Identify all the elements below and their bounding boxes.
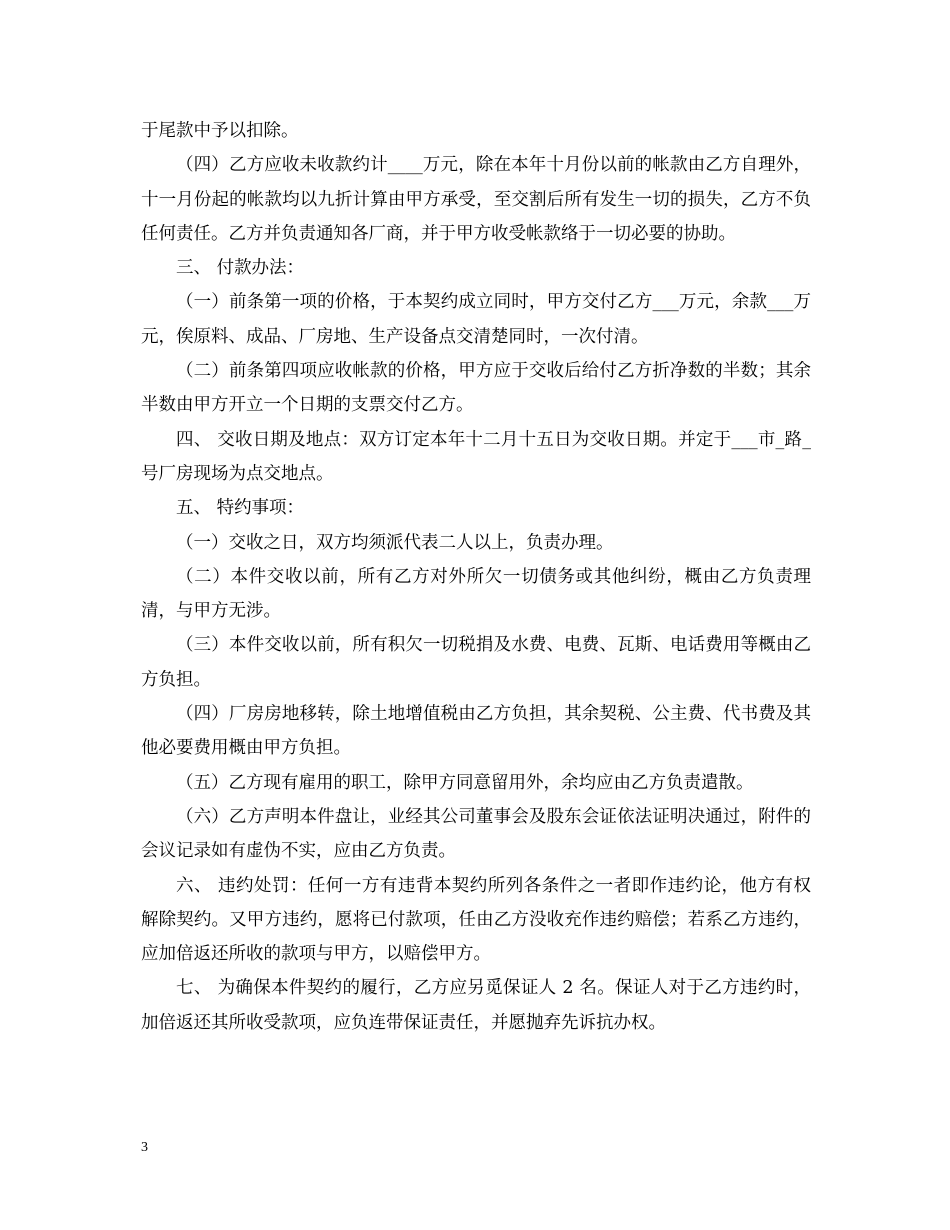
section-heading-4: 四、 交收日期及地点：双方订定本年十二月十五日为交收日期。并定于___市_路_号厂房现场为点交地点。 [141, 429, 811, 484]
section-heading-5: 五、 特约事项： [176, 498, 305, 519]
paragraph-continuation: 于尾款中予以扣除。 [141, 121, 299, 141]
paragraph-clause-2-4: （四）乙方应收未收款约计____万元，除在本年十月份以前的帐款由乙方自理外，十一月份起的帐款均以九折计算由甲方承受，至交割后所有发生一切的损失，乙方不负任何责任。乙方并负责通知各厂商，并于甲方收受帐款络于一切必要的协助。 [141, 155, 811, 244]
paragraph-clause-5-3: （三）本件交收以前，所有积欠一切税捐及水费、电费、瓦斯、电话费用等概由乙方负担。 [141, 635, 811, 690]
paragraph-clause-3-2: （二）前条第四项应收帐款的价格，甲方应于交收后给付乙方折净数的半数；其余半数由甲方开立一个日期的支票交付乙方。 [141, 361, 811, 416]
paragraph-clause-5-6: （六）乙方声明本件盘让，业经其公司董事会及股东会证依法证明决通过，附件的会议记录如有虚伪不实，应由乙方负责。 [141, 806, 811, 862]
paragraph-clause-5-5: （五）乙方现有雇用的职工，除甲方同意留用外，余均应由乙方负责遣散。 [176, 772, 754, 793]
paragraph-clause-3-1: （一）前条第一项的价格，于本契约成立同时，甲方交付乙方___万元，余款___万元，俟原料、成品、厂房地、生产设备点交清楚同时，一次付清。 [141, 292, 811, 347]
paragraph-clause-5-1: （一）交收之日，双方均须派代表二人以上，负责办理。 [176, 532, 614, 553]
page-number: 3 [141, 1140, 148, 1155]
document-body [141, 114, 811, 1040]
section-heading-3: 三、 付款办法： [176, 258, 305, 279]
paragraph-clause-5-4: （四）厂房房地移转，除土地增值税由乙方负担，其余契税、公主费、代书费及其他必要费用概由甲方负担。 [141, 704, 811, 759]
section-heading-7: 七、 为确保本件契约的履行，乙方应另觅保证人 2 名。保证人对于乙方违约时，加倍返还其所收受款项，应负连带保证责任，并愿抛弃先诉抗办权。 [141, 978, 811, 1033]
section-heading-6: 六、 违约处罚：任何一方有违背本契约所列各条件之一者即作违约论，他方有权解除契约。又甲方违约，愿将已付款项，任由乙方没收充作违约赔偿；若系乙方违约，应加倍返还所收的款项与甲方，以赔偿甲方。 [141, 875, 811, 965]
paragraph-clause-5-2: （二）本件交收以前，所有乙方对外所欠一切债务或其他纠纷，概由乙方负责理清，与甲方无涉。 [141, 566, 811, 622]
